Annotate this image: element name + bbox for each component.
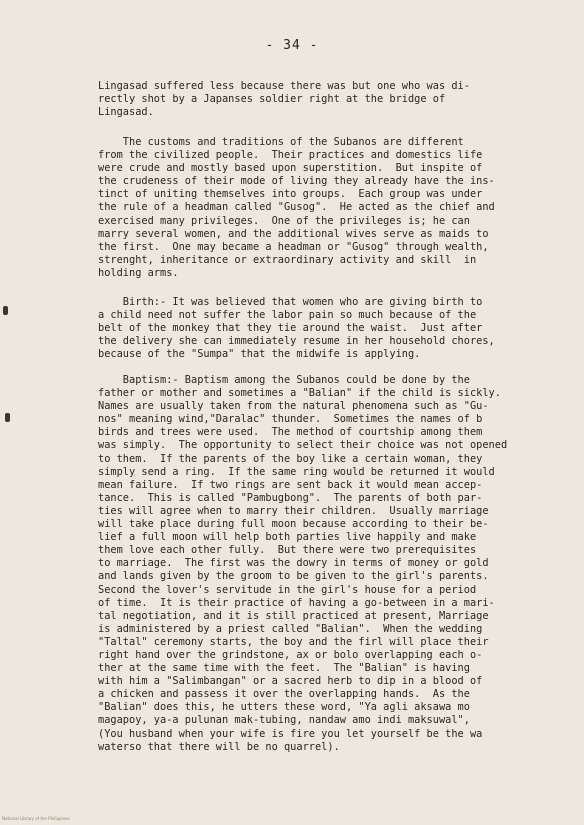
paragraph-lingasad: Lingasad suffered less because there was but one who was di- rectly shot by a Japanses soldier right at the bridge of Lingasad. (98, 80, 470, 119)
paragraph-customs: The customs and traditions of the Subanos are different from the civilized people. Their practices and domestics life were crude and mostly based upon superstition. But inspite of the crudeness of their mode of living they already have the ins- tinct of uniting themselves into groups. Each group was under the rule of a headman called "Gusog". He acted as the chief and exercised many privileges. One of the privileges is; he can marry several women, and the additional wives serve as maids to the first. One may became a headman or "Gusog" through wealth, strenght, inheritance or extraordinary activity and skill in holding arms. (98, 136, 495, 279)
library-footer: National Library of the Philippines (2, 816, 70, 821)
punch-hole-mark (5, 413, 10, 422)
punch-hole-mark (3, 306, 8, 315)
paragraph-birth: Birth:- It was believed that women who are giving birth to a child need not suffer the labor pain so much because of the belt of the monkey that they tie around the waist. Just after the delivery she can immediately resume in her household chores, because of the "Sumpa" that the midwife is applying. (98, 296, 495, 361)
paragraph-baptism: Baptism:- Baptism among the Subanos could be done by the father or mother and sometimes a "Balian" if the child is sickly. Names are usually taken from the natural phenomena such as "Gu- nos" meaning wind,"Daralac" thunder. Sometimes the names of b birds and trees were used. The method of courtship among them was simply. The opportunity to select their choice was not opened to them. If the parents of the boy like a certain woman, they simply send a ring. If the same ring would be returned it would mean failure. If two rings are sent back it would mean accep- tance. This is called "Pambugbong". The parents of both par- ties will agree when to marry their children. Usually marriage will take place during full moon because according to their be- lief a full moon will help both parties live happily and make them love each other fully. But there were two prerequisites to marriage. The first was the dowry in terms of money or gold and lands given by the groom to be given to the girl's parents. Second the lover's servitude in the girl's house for a period of time. It is their practice of having a go-between in a mari- tal negotiation, and it is still practiced at present, Marriage is administered by a priest called "Balian". When the wedding "Taltal" ceremony starts, the boy and the firl will place their right hand over the grindstone, ax or bolo overlapping each o- ther at the same time with the feet. The "Balian" is having with him a "Salimbangan" or a sacred herb to dip in a blood of a chicken and passess it over the overlapping hands. As the "Balian" does this, he utters these word, "Ya agli aksawa mo magapoy, ya-a pulunan mak-tubing, nandaw amo indi maksuwal", (You husband when your wife is fire you let yourself be the wa waterso that there will be no quarrel). (98, 374, 508, 753)
page-number: - 34 - (265, 38, 319, 53)
